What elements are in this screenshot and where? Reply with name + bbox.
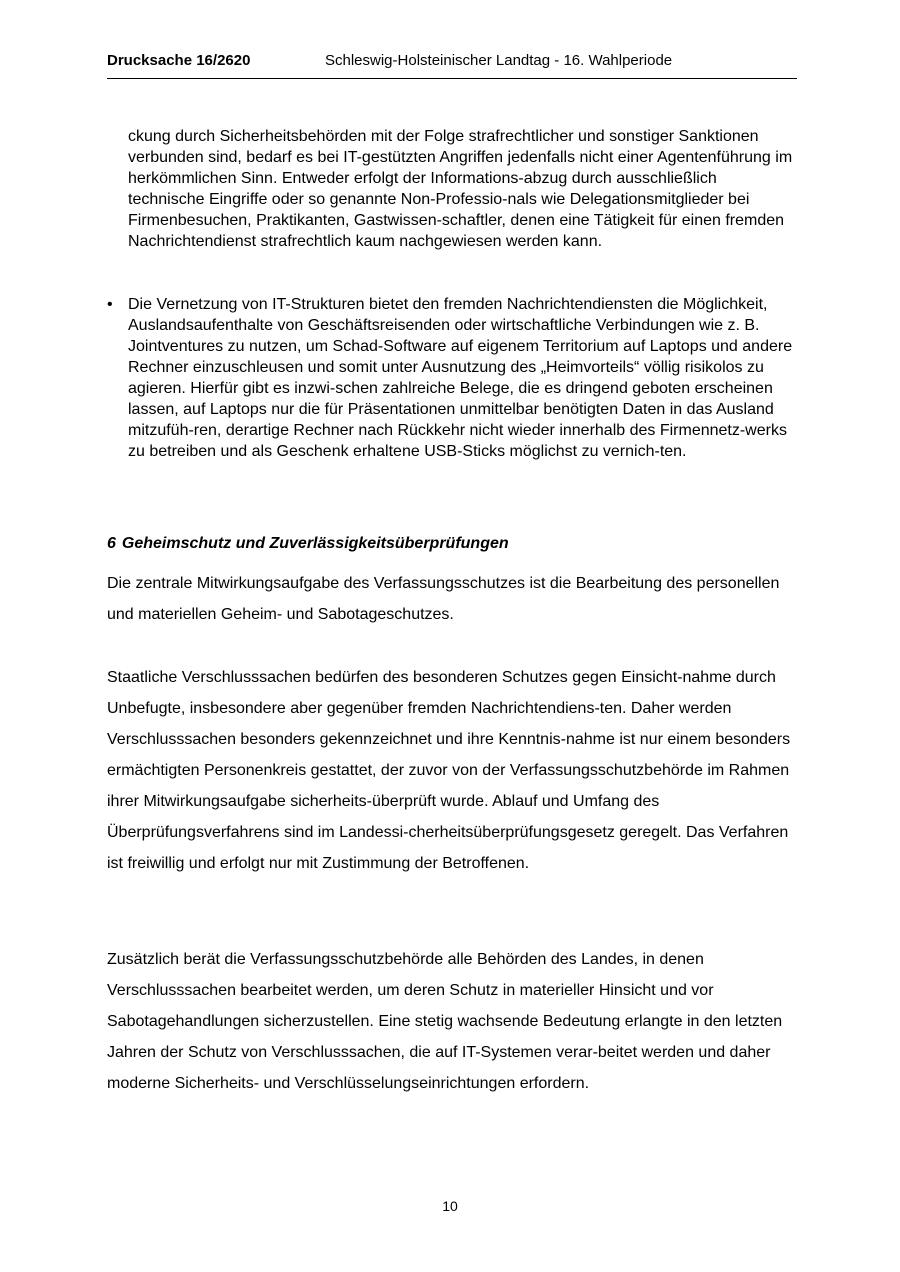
bullet-item — [107, 294, 793, 462]
bullet-text: Die Vernetzung von IT-Strukturen bietet den fremden Nachrichtendiensten die Möglichkeit, Auslandsaufenthalte von Geschäftsreisenden oder wirtschaftliche Verbindungen wie z. B. Jointventures zu nutzen, um Schad-Software auf eigenem Territorium auf Laptops und andere Rechner einzuschleusen und somit unter Ausnutzung des „Heimvorteils“ völlig risikolos zu agieren. Hierfür gibt es inzwi-schen zahlreiche Belege, die es dringend geboten erscheinen lassen, auf Laptops nur die für Präsentationen unmittelbar benötigten Daten in das Ausland mitzufüh-ren, derartige Rechner nach Rückkehr nicht wieder innerhalb des Firmennetz-werks zu betreiben und als Geschenk erhaltene USB-Sticks möglichst zu vernich-ten. — [128, 296, 793, 460]
section-heading — [107, 535, 509, 553]
body-paragraph-2: Staatliche Verschlusssachen bedürfen des besonderen Schutzes gegen Einsicht-nahme durch Unbefugte, insbesondere aber gegenüber fremden Nachrichtendiens-ten. Daher werden Verschlusssachen besonders gekennzeichnet und ihre Kenntnis-nahme ist nur einem besonders ermächtigten Personenkreis gestattet, der zuvor von der Verfassungsschutzbehörde im Rahmen ihrer Mitwirkungsaufgabe sicherheits-überprüft wurde. Ablauf und Umfang des Überprüfungsverfahrens sind im Landessi-cherheitsüberprüfungsgesetz geregelt. Das Verfahren ist freiwillig und erfolgt nur mit Zustimmung der Betroffenen. — [107, 669, 791, 872]
body-paragraph-3: Zusätzlich berät die Verfassungsschutzbehörde alle Behörden des Landes, in denen Verschlusssachen bearbeitet werden, um deren Schutz in materieller Hinsicht und vor Sabotagehandlungen sicherzustellen. Eine stetig wachsende Bedeutung erlangte in den letzten Jahren der Schutz von Verschlusssachen, die auf IT-Systemen verar-beitet werden und daher moderne Sicherheits- und Verschlüsselungseinrichtungen erfordern. — [107, 951, 783, 1092]
section-title: Geheimschutz und Zuverlässigkeitsüberprüfungen — [121, 535, 509, 552]
parliament-title: Schleswig-Holsteinischer Landtag - 16. Wahlperiode — [325, 52, 673, 69]
body-paragraph-1: Die zentrale Mitwirkungsaufgabe des Verfassungsschutzes ist die Bearbeitung des personellen und materiellen Geheim- und Sabotageschutzes. — [107, 575, 780, 623]
page-number: 10 — [442, 1198, 458, 1214]
bullet-icon: • — [107, 296, 113, 313]
section-number: 6 — [107, 535, 116, 552]
continuation-paragraph: ckung durch Sicherheitsbehörden mit der Folge strafrechtlicher und sonstiger Sanktionen verbunden sind, bedarf es bei IT-gestützten Angriffen jedenfalls nicht einer Agentenführung im herkömmlichen Sinn. Entweder erfolgt der Informations-abzug durch ausschließlich technische Eingriffe oder so genannte Non-Professio-nals wie Delegationsmitglieder bei Firmenbesuchen, Praktikanten, Gastwissen-schaftler, denen eine Tätigkeit für einen fremden Nachrichtendienst strafrechtlich kaum nachgewiesen werden kann. — [128, 128, 793, 250]
page-header — [107, 52, 797, 79]
document-id: Drucksache 16/2620 — [107, 52, 251, 69]
